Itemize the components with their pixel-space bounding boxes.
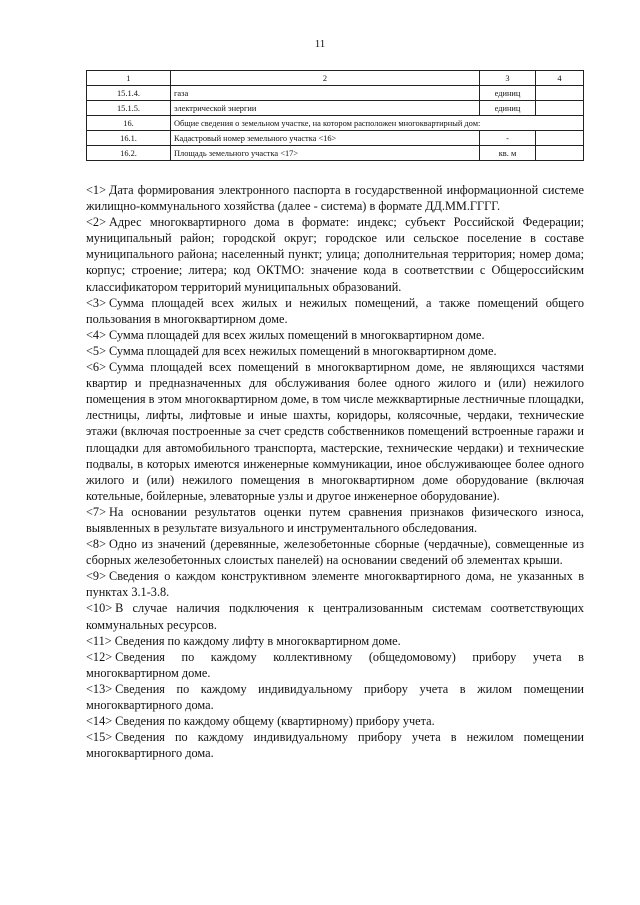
footnote xyxy=(86,327,584,343)
row-value-cell xyxy=(536,131,584,146)
footnote xyxy=(86,681,584,713)
footnote-text: Сумма площадей для всех жилых помещений в многоквартирном доме. xyxy=(109,327,485,342)
row-value-cell xyxy=(536,101,584,116)
row-unit-cell: - xyxy=(480,131,536,146)
footnote-ref: <12> xyxy=(86,649,113,664)
footnote-text: Сведения по каждому индивидуальному прибору учета в нежилом помещении многоквартирного дома. xyxy=(86,730,584,761)
table-row xyxy=(87,131,584,146)
footnote-ref: <14> xyxy=(86,714,113,729)
footnote xyxy=(86,568,584,600)
footnote-text: На основании результатов оценки путем сравнения признаков физического износа, выявленных в результате визуального и инструментального обследования. xyxy=(86,504,584,535)
footnote xyxy=(86,214,584,294)
footnote-text: Сумма площадей всех помещений в многоквартирном доме, не являющихся частями квартир и предназначенных для обслуживания более одного жилого и (или) нежилого помещения в этом многоквартирном доме, в том числе межквартирные лестничные площадки, лестницы, лифты, лифтовые и иные шахты, коридоры, колясочные, чердаки, технические этажи (включая построенные за счет средств собственников помещений встроенные гаражи и площадки для автомобильного транспорта, мастерские, технические чердаки) и технические подвалы, в которых имеются инженерные коммуникации, иное обслуживающее более одного жилого и (или) нежилого помещения в многоквартирном доме оборудование (включая котельные, бойлерные, элеваторные узлы и другое инженерное оборудование). xyxy=(86,360,584,503)
row-label-cell: Кадастровый номер земельного участка <16> xyxy=(171,131,480,146)
footnote-ref: <3> xyxy=(86,295,107,310)
footnote xyxy=(86,536,584,568)
header-cell: 4 xyxy=(536,71,584,86)
passport-table xyxy=(86,70,584,161)
row-unit-cell: единиц xyxy=(480,86,536,101)
footnote xyxy=(86,713,584,729)
footnote-text: Сведения по каждому индивидуальному прибору учета в жилом помещении многоквартирного дома. xyxy=(86,681,584,712)
table-row xyxy=(87,146,584,161)
table-row xyxy=(87,86,584,101)
footnote-text: Дата формирования электронного паспорта в государственной информационной системе жилищно-коммунального хозяйства (далее - система) в формате ДД.ММ.ГГГГ. xyxy=(86,183,584,214)
footnote-text: Одно из значений (деревянные, железобетонные сборные (чердачные), совмещенные из сборных железобетонных слоистых панелей) на основании сведений об элементах крыши. xyxy=(86,537,584,568)
footnote-ref: <15> xyxy=(86,730,113,745)
footnote-ref: <10> xyxy=(86,601,113,616)
row-value-cell xyxy=(536,146,584,161)
footnote-text: Сумма площадей всех жилых и нежилых помещений, а также помещений общего пользования в многоквартирном доме. xyxy=(86,295,584,326)
footnote-text: Сведения по каждому лифту в многоквартирном доме. xyxy=(114,633,401,648)
footnote-ref: <4> xyxy=(86,327,107,342)
footnote-ref: <6> xyxy=(86,360,107,375)
footnote-text: Сведения по каждому общему (квартирному) прибору учета. xyxy=(115,714,435,729)
table-header-row xyxy=(87,71,584,86)
row-unit-cell: единиц xyxy=(480,101,536,116)
footnote-ref: <8> xyxy=(86,537,107,552)
footnote xyxy=(86,182,584,214)
row-number-cell: 16. xyxy=(87,116,171,131)
footnote-ref: <13> xyxy=(86,681,113,696)
header-cell: 1 xyxy=(87,71,171,86)
footnote-text: Сведения по каждому коллективному (общедомовому) прибору учета в многоквартирном доме. xyxy=(86,649,584,680)
table-row xyxy=(87,101,584,116)
footnote xyxy=(86,295,584,327)
footnote-ref: <2> xyxy=(86,215,107,230)
row-number-cell: 16.1. xyxy=(87,131,171,146)
header-cell: 2 xyxy=(171,71,480,86)
row-number-cell: 15.1.4. xyxy=(87,86,171,101)
footnote xyxy=(86,343,584,359)
footnote xyxy=(86,600,584,632)
footnote-ref: <11> xyxy=(86,633,112,648)
footnote xyxy=(86,729,584,761)
row-number-cell: 16.2. xyxy=(87,146,171,161)
footnote-ref: <5> xyxy=(86,343,107,358)
row-label-cell: электрической энергии xyxy=(171,101,480,116)
footnote xyxy=(86,649,584,681)
footnote-text: Адрес многоквартирного дома в формате: индекс; субъект Российской Федерации; муниципальный район; городской округ; городское или сельское поселение в составе муниципального района; населенный пункт; улица; дополнительная территория; номер дома; корпус; строение; литера; код ОКТМО: значение кода в соответствии с Общероссийским классификатором территорий муниципальных образований. xyxy=(86,215,584,294)
header-cell: 3 xyxy=(480,71,536,86)
table-row xyxy=(87,116,584,131)
footnote xyxy=(86,633,584,649)
row-number-cell: 15.1.5. xyxy=(87,101,171,116)
footnote-ref: <1> xyxy=(86,183,107,197)
footnotes xyxy=(86,182,584,761)
row-value-cell xyxy=(536,86,584,101)
row-label-cell: Общие сведения о земельном участке, на котором расположен многоквартирный дом: xyxy=(171,116,584,131)
footnote-ref: <9> xyxy=(86,569,107,584)
footnote-text: Сведения о каждом конструктивном элементе многоквартирного дома, не указанных в пунктах 3.1-3.8. xyxy=(86,569,584,600)
page-number: 11 xyxy=(314,38,326,50)
row-label-cell: Площадь земельного участка <17> xyxy=(171,146,480,161)
footnote-text: В случае наличия подключения к централизованным системам соответствующих коммунальных ресурсов. xyxy=(86,601,584,632)
footnote-ref: <7> xyxy=(86,504,107,519)
footnote-text: Сумма площадей для всех нежилых помещений в многоквартирном доме. xyxy=(109,343,497,358)
footnote xyxy=(86,504,584,536)
footnote xyxy=(86,359,584,504)
row-unit-cell: кв. м xyxy=(480,146,536,161)
row-label-cell: газа xyxy=(171,86,480,101)
